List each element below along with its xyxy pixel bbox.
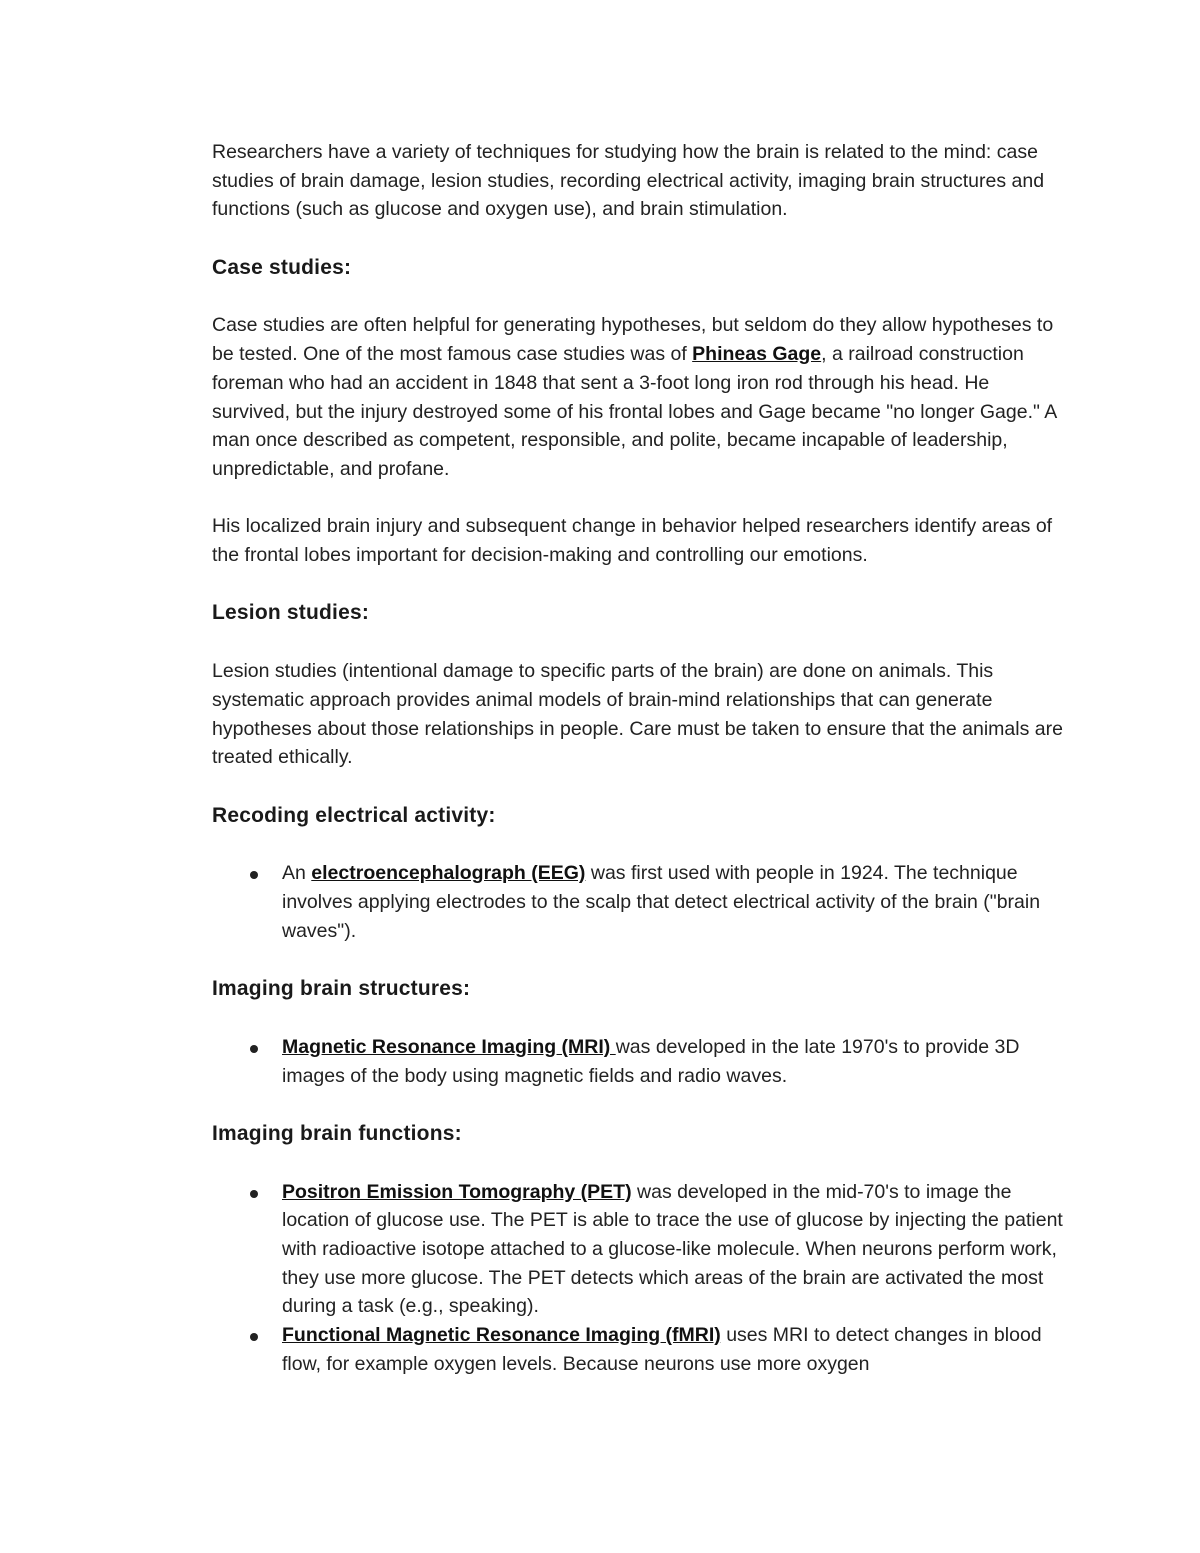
lesion-studies-heading: Lesion studies: (212, 601, 370, 625)
mri-text: was developed in the late 1970's to provide 3D images of the body using magnetic fields and radio waves. (282, 1035, 1020, 1087)
case-studies-text-before: Case studies are often helpful for generating hypotheses, but seldom do they allow hypotheses to be tested. One of the most famous case studies was of (212, 314, 1054, 366)
list-item (212, 1321, 1072, 1378)
imaging-structures-list (212, 1033, 1072, 1090)
case-studies-paragraph-2: His localized brain injury and subsequent change in behavior helped researchers identify areas of the frontal lobes important for decision-making and controlling our emotions. (212, 515, 1053, 567)
eeg-link[interactable]: electroencephalograph (EEG) (311, 862, 586, 885)
pet-text: was developed in the mid-70's to image the location of glucose use. The PET is able to trace the use of glucose by injecting the patient with radioactive isotope attached to a glucose-like molecule. When neurons perform work, they use more glucose. The PET detects which areas of the brain are activated the most during a task (e.g., speaking). (282, 1180, 1063, 1318)
eeg-text-after: was first used with people in 1924. The technique involves applying electrodes to the scalp that detect electrical activity of the brain ("brain waves"). (282, 862, 1041, 942)
fmri-link[interactable]: Functional Magnetic Resonance Imaging (fMRI) (282, 1324, 721, 1347)
case-studies-text-after: , a railroad construction foreman who had an accident in 1848 that sent a 3-foot long iron rod through his head. He survived, but the injury destroyed some of his frontal lobes and Gage became "no longer Gage." A man once described as competent, responsible, and polite, became incapable of leadership, unpredictable, and profane. (212, 343, 1057, 480)
fmri-text: uses MRI to detect changes in blood flow, for example oxygen levels. Because neurons use more oxygen (282, 1324, 1042, 1375)
bullet-icon (250, 1045, 258, 1053)
electrical-activity-heading: Recoding electrical activity: (212, 803, 496, 827)
bullet-icon (250, 1333, 258, 1341)
case-studies-paragraph (212, 311, 1072, 483)
intro-paragraph: Researchers have a variety of techniques for studying how the brain is related to the mind: case studies of brain damage, lesion studies, recording electrical activity, imaging brain structures and functions (such as glucose and oxygen use), and brain stimulation. (212, 141, 1045, 221)
mri-link[interactable]: Magnetic Resonance Imaging (MRI) (282, 1035, 616, 1058)
pet-link[interactable]: Positron Emission Tomography (PET) (282, 1180, 632, 1203)
list-item (212, 1033, 1072, 1090)
phineas-gage-link[interactable]: Phineas Gage (692, 343, 822, 366)
imaging-functions-heading: Imaging brain functions: (212, 1121, 462, 1145)
case-studies-heading: Case studies: (212, 255, 352, 279)
imaging-functions-list (212, 1178, 1072, 1379)
document-page (212, 138, 1072, 1379)
bullet-icon (250, 871, 258, 879)
lesion-studies-paragraph: Lesion studies (intentional damage to specific parts of the brain) are done on animals. This systematic approach provides animal models of brain-mind relationships that can generate hypotheses about those relationships in people. Care must be taken to ensure that the animals are treated ethically. (212, 660, 1063, 769)
list-item (212, 859, 1072, 945)
eeg-text-before: An (282, 862, 312, 885)
imaging-structures-heading: Imaging brain structures: (212, 977, 471, 1001)
bullet-icon (250, 1190, 258, 1198)
list-item (212, 1178, 1072, 1322)
electrical-activity-list (212, 859, 1072, 945)
